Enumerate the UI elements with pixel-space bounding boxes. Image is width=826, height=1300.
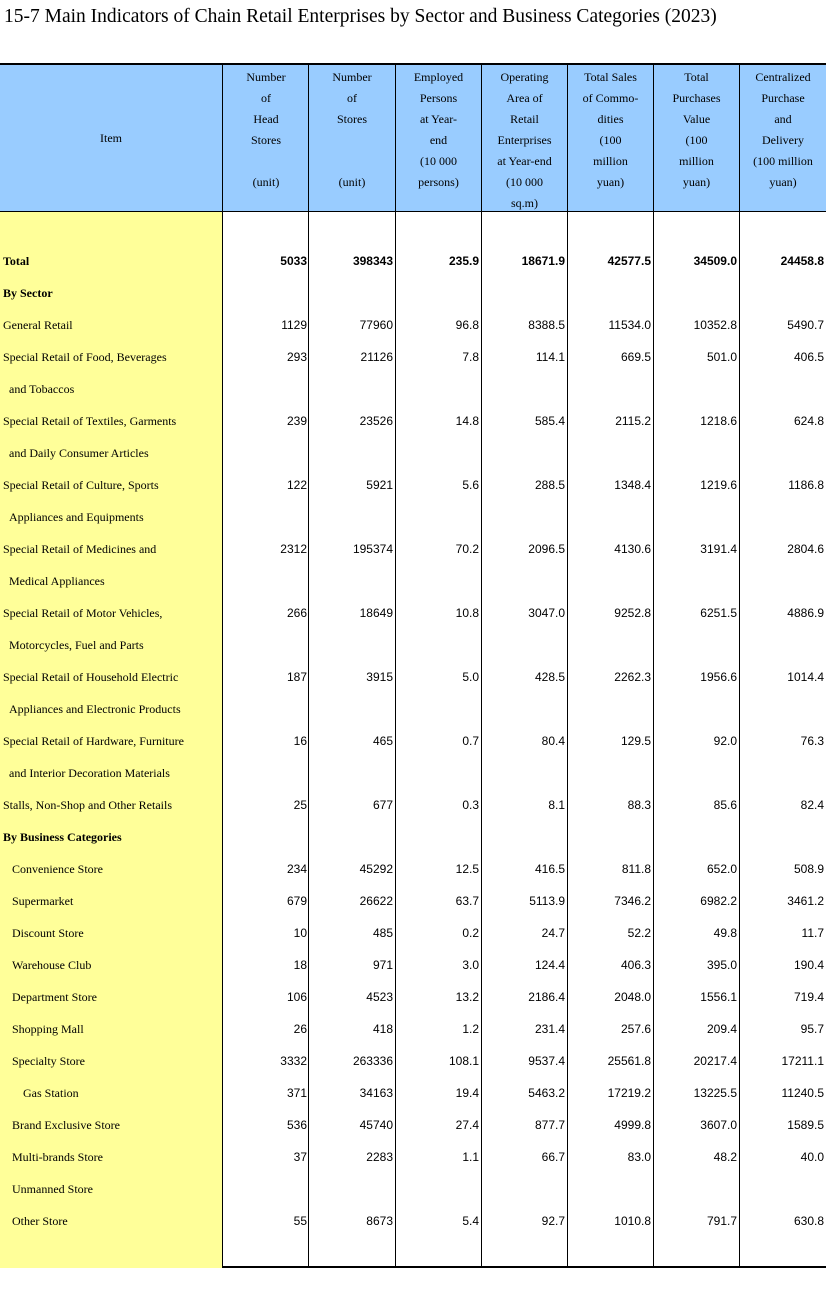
column-header	[223, 65, 309, 212]
cell-value: 257.6	[620, 1022, 651, 1036]
table-row	[0, 405, 826, 437]
cell-value: 4999.8	[614, 1118, 651, 1132]
column-header-line: (unit)	[338, 175, 366, 189]
cell-value: 45740	[359, 1118, 393, 1132]
table-row	[0, 245, 826, 277]
column-header-line: Enterprises	[497, 133, 552, 147]
column-header-line: Operating	[500, 70, 549, 84]
column-header	[482, 65, 567, 212]
cell-value: 18649	[359, 606, 393, 620]
cell-value: 92.7	[541, 1214, 565, 1228]
table-row	[0, 1077, 826, 1109]
item-column-header: Item	[100, 131, 122, 145]
cell-value: 49.8	[713, 926, 737, 940]
table-row	[0, 437, 826, 469]
column-header-line: Stores	[337, 112, 367, 126]
cell-value: 37	[293, 1150, 307, 1164]
row-label: By Sector	[3, 286, 53, 300]
cell-value: 5033	[280, 254, 307, 268]
cell-value: 416.5	[534, 862, 565, 876]
column-header-line: of Commo-	[582, 91, 639, 105]
cell-value: 288.5	[534, 478, 565, 492]
cell-value: 2186.4	[528, 990, 565, 1004]
row-label: Supermarket	[12, 894, 74, 908]
column-header-line: of	[347, 91, 357, 105]
row-label: Appliances and Electronic Products	[9, 702, 181, 716]
cell-value: 3461.2	[787, 894, 824, 908]
table-row	[0, 597, 826, 629]
cell-value: 508.9	[793, 862, 824, 876]
table-row	[0, 821, 826, 853]
row-label: By Business Categories	[3, 830, 122, 844]
cell-value: 17219.2	[607, 1086, 651, 1100]
table-row	[0, 501, 826, 533]
cell-value: 10	[293, 926, 307, 940]
cell-value: 428.5	[534, 670, 565, 684]
cell-value: 11240.5	[781, 1086, 824, 1100]
column-header	[654, 65, 739, 212]
cell-value: 485	[372, 926, 393, 940]
table-row	[0, 565, 826, 597]
table-row	[0, 853, 826, 885]
cell-value: 85.6	[713, 798, 737, 812]
table-row	[0, 885, 826, 917]
cell-value: 5463.2	[528, 1086, 565, 1100]
cell-value: 52.2	[627, 926, 651, 940]
column-header-line: million	[679, 154, 714, 168]
cell-value: 124.4	[534, 958, 565, 972]
cell-value: 234	[286, 862, 307, 876]
column-header-line: (100	[685, 133, 708, 147]
table-row	[0, 277, 826, 309]
cell-value: 1589.5	[787, 1118, 824, 1132]
row-label: Specialty Store	[12, 1054, 85, 1068]
cell-value: 7.8	[462, 350, 479, 364]
cell-value: 1219.6	[700, 478, 737, 492]
cell-value: 83.0	[627, 1150, 651, 1164]
cell-value: 624.8	[793, 414, 824, 428]
table-row	[0, 757, 826, 789]
cell-value: 2096.5	[528, 542, 565, 556]
cell-value: 1.2	[462, 1022, 479, 1036]
column-header-line: Stores	[251, 133, 281, 147]
cell-value: 34509.0	[693, 254, 737, 268]
cell-value: 2283	[366, 1150, 393, 1164]
column-header-line: yuan)	[682, 175, 711, 189]
row-label: Appliances and Equipments	[9, 510, 144, 524]
column-header-line: Purchase	[761, 91, 805, 105]
cell-value: 1.1	[462, 1150, 479, 1164]
cell-value: 77960	[359, 318, 393, 332]
cell-value: 45292	[359, 862, 393, 876]
table-row	[0, 1045, 826, 1077]
table-row	[0, 1205, 826, 1237]
cell-value: 114.1	[535, 350, 565, 364]
cell-value: 5113.9	[529, 894, 565, 908]
cell-value: 1129	[281, 318, 307, 332]
row-label: and Interior Decoration Materials	[9, 766, 170, 780]
cell-value: 1186.8	[788, 478, 824, 492]
cell-value: 293	[286, 350, 307, 364]
data-table	[0, 63, 826, 1268]
row-label: Convenience Store	[12, 862, 103, 876]
row-label: Special Retail of Textiles, Garments	[3, 414, 177, 428]
cell-value: 630.8	[793, 1214, 824, 1228]
cell-value: 76.3	[800, 734, 824, 748]
cell-value: 25561.8	[607, 1054, 651, 1068]
cell-value: 25	[293, 798, 307, 812]
column-header-line: at Year-end	[497, 154, 552, 168]
row-label: Department Store	[12, 990, 97, 1004]
cell-value: 12.5	[455, 862, 479, 876]
cell-value: 95.7	[800, 1022, 824, 1036]
cell-value: 23526	[359, 414, 393, 428]
cell-value: 27.4	[455, 1118, 479, 1132]
cell-value: 5490.7	[787, 318, 824, 332]
cell-value: 82.4	[800, 798, 824, 812]
cell-value: 10352.8	[693, 318, 737, 332]
cell-value: 395.0	[706, 958, 737, 972]
cell-value: 209.4	[706, 1022, 737, 1036]
cell-value: 2312	[280, 542, 307, 556]
cell-value: 80.4	[541, 734, 565, 748]
column-header	[740, 65, 826, 212]
cell-value: 5.6	[462, 478, 479, 492]
cell-value: 3047.0	[528, 606, 565, 620]
row-label: Special Retail of Medicines and	[3, 542, 157, 556]
cell-value: 971	[372, 958, 393, 972]
column-header-line	[309, 151, 395, 172]
cell-value: 811.8	[621, 862, 651, 876]
table-row	[0, 1109, 826, 1141]
cell-value: 26	[293, 1022, 307, 1036]
cell-value: 3.0	[462, 958, 479, 972]
table-row	[0, 693, 826, 725]
table-row	[0, 1141, 826, 1173]
column-header-line: of	[261, 91, 271, 105]
column-header	[396, 65, 481, 212]
cell-value: 63.7	[455, 894, 479, 908]
cell-value: 48.2	[713, 1150, 737, 1164]
cell-value: 19.4	[455, 1086, 479, 1100]
row-label: Stalls, Non-Shop and Other Retails	[3, 798, 172, 812]
column-header-line: Number	[246, 70, 286, 84]
cell-value: 719.4	[793, 990, 824, 1004]
table-row	[0, 1173, 826, 1205]
cell-value: 21126	[360, 350, 393, 364]
row-label: Special Retail of Motor Vehicles,	[3, 606, 163, 620]
cell-value: 11534.0	[608, 318, 651, 332]
column-header-line: Retail	[510, 112, 539, 126]
cell-value: 231.4	[534, 1022, 565, 1036]
cell-value: 106	[286, 990, 307, 1004]
cell-value: 0.7	[462, 734, 479, 748]
column-header-line: (100	[599, 133, 622, 147]
cell-value: 5.4	[462, 1214, 479, 1228]
cell-value: 4886.9	[787, 606, 824, 620]
cell-value: 13.2	[455, 990, 479, 1004]
cell-value: 3332	[280, 1054, 307, 1068]
cell-value: 679	[286, 894, 307, 908]
cell-value: 0.3	[462, 798, 479, 812]
cell-value: 0.2	[462, 926, 479, 940]
cell-value: 24.7	[541, 926, 565, 940]
cell-value: 652.0	[706, 862, 737, 876]
row-label: and Tobaccos	[9, 382, 75, 396]
column-header-line	[223, 151, 309, 172]
cell-value: 585.4	[534, 414, 565, 428]
cell-value: 406.3	[620, 958, 651, 972]
cell-value: 17211.1	[781, 1054, 824, 1068]
table-row	[0, 949, 826, 981]
cell-value: 501.0	[706, 350, 737, 364]
table-header	[0, 65, 826, 212]
table-row	[0, 373, 826, 405]
column-header-line: Employed	[413, 70, 464, 84]
cell-value: 122	[286, 478, 307, 492]
cell-value: 66.7	[541, 1150, 565, 1164]
table-row	[0, 1013, 826, 1045]
cell-value: 24458.8	[780, 254, 824, 268]
cell-value: 20217.4	[693, 1054, 737, 1068]
cell-value: 108.1	[448, 1054, 479, 1068]
row-label: and Daily Consumer Articles	[9, 446, 149, 460]
cell-value: 406.5	[793, 350, 824, 364]
row-label: Special Retail of Hardware, Furniture	[3, 734, 184, 748]
cell-value: 14.8	[455, 414, 479, 428]
cell-value: 235.9	[448, 254, 479, 268]
cell-value: 40.0	[800, 1150, 824, 1164]
column-header-line: sq.m)	[511, 196, 538, 210]
cell-value: 3191.4	[700, 542, 737, 556]
column-header-line: Value	[682, 112, 711, 126]
cell-value: 11.7	[801, 926, 824, 940]
cell-value: 10.8	[455, 606, 479, 620]
column-header-line: (unit)	[252, 175, 280, 189]
table-row	[0, 725, 826, 757]
cell-value: 18671.9	[521, 254, 565, 268]
cell-value: 129.5	[620, 734, 651, 748]
column-header-line: yuan)	[596, 175, 625, 189]
column-header-line: Persons	[419, 91, 458, 105]
cell-value: 4523	[366, 990, 393, 1004]
cell-value: 195374	[352, 542, 393, 556]
row-label: Special Retail of Household Electric	[3, 670, 179, 684]
cell-value: 6251.5	[700, 606, 737, 620]
cell-value: 7346.2	[614, 894, 651, 908]
cell-value: 96.8	[455, 318, 479, 332]
row-label: Unmanned Store	[12, 1182, 93, 1196]
cell-value: 42577.5	[607, 254, 651, 268]
cell-value: 88.3	[627, 798, 651, 812]
cell-value: 536	[286, 1118, 307, 1132]
cell-value: 1348.4	[614, 478, 651, 492]
table-row	[0, 789, 826, 821]
cell-value: 3915	[366, 670, 393, 684]
cell-value: 239	[286, 414, 307, 428]
column-header-line: dities	[597, 112, 624, 126]
row-label: Gas Station	[23, 1086, 79, 1100]
row-label: General Retail	[3, 318, 73, 332]
column-header-line: Head	[253, 112, 279, 126]
cell-value: 877.7	[534, 1118, 565, 1132]
table-row	[0, 533, 826, 565]
cell-value: 398343	[352, 254, 393, 268]
column-header-line: Purchases	[672, 91, 721, 105]
cell-value: 1556.1	[700, 990, 737, 1004]
cell-value: 8.1	[548, 798, 565, 812]
cell-value: 18	[293, 958, 307, 972]
row-label: Brand Exclusive Store	[12, 1118, 120, 1132]
cell-value: 669.5	[620, 350, 651, 364]
cell-value: 9537.4	[528, 1054, 565, 1068]
cell-value: 6982.2	[700, 894, 737, 908]
cell-value: 92.0	[713, 734, 737, 748]
row-label: Multi-brands Store	[12, 1150, 103, 1164]
cell-value: 677	[372, 798, 393, 812]
row-label: Special Retail of Food, Beverages	[3, 350, 167, 364]
page-title: 15-7 Main Indicators of Chain Retail Enterprises by Sector and Business Categories (2023)	[4, 6, 717, 27]
column-header-line: Total Sales	[584, 70, 637, 84]
cell-value: 418	[372, 1022, 393, 1036]
column-header-line: million	[593, 154, 628, 168]
cell-value: 371	[286, 1086, 307, 1100]
cell-value: 8388.5	[528, 318, 565, 332]
row-label: Other Store	[12, 1214, 68, 1228]
cell-value: 4130.6	[614, 542, 651, 556]
cell-value: 465	[372, 734, 393, 748]
cell-value: 9252.8	[614, 606, 651, 620]
table-row	[0, 981, 826, 1013]
cell-value: 5921	[366, 478, 393, 492]
cell-value: 8673	[366, 1214, 393, 1228]
row-label: Special Retail of Culture, Sports	[3, 478, 159, 492]
column-header-line: Centralized	[755, 70, 811, 84]
cell-value: 13225.5	[693, 1086, 737, 1100]
cell-value: 55	[293, 1214, 307, 1228]
column-header-line: yuan)	[769, 175, 797, 189]
cell-value: 1956.6	[700, 670, 737, 684]
column-header-line: (10 000	[506, 175, 543, 189]
column-header-line: Delivery	[762, 133, 804, 147]
row-label: Medical Appliances	[9, 574, 105, 588]
table-row	[0, 629, 826, 661]
column-header-line: at Year-	[419, 112, 458, 126]
cell-value: 2048.0	[614, 990, 651, 1004]
column-header-line: Area of	[506, 91, 543, 105]
column-header-line: (10 000	[420, 154, 457, 168]
cell-value: 2115.2	[615, 414, 651, 428]
column-header	[309, 65, 395, 212]
cell-value: 5.0	[462, 670, 479, 684]
column-header-line: (100 million	[753, 154, 813, 168]
cell-value: 3607.0	[700, 1118, 737, 1132]
row-label: Discount Store	[12, 926, 84, 940]
cell-value: 266	[286, 606, 307, 620]
table-row	[0, 309, 826, 341]
column-header-line: persons)	[418, 175, 459, 189]
table-row	[0, 341, 826, 373]
cell-value: 16	[293, 734, 307, 748]
cell-value: 2262.3	[614, 670, 651, 684]
table-row	[0, 917, 826, 949]
cell-value: 187	[286, 670, 307, 684]
cell-value: 2804.6	[787, 542, 824, 556]
cell-value: 26622	[359, 894, 393, 908]
row-label: Total	[3, 254, 30, 268]
column-header-line: Number	[332, 70, 372, 84]
cell-value: 1014.4	[787, 670, 824, 684]
cell-value: 1010.8	[614, 1214, 651, 1228]
row-label: Shopping Mall	[12, 1022, 84, 1036]
column-header	[568, 65, 653, 212]
table-row	[0, 469, 826, 501]
cell-value: 1218.6	[700, 414, 737, 428]
column-header-line	[309, 130, 395, 151]
cell-value: 190.4	[793, 958, 824, 972]
column-header-line: end	[429, 133, 448, 147]
column-header-line: Total	[684, 70, 709, 84]
row-label: Motorcycles, Fuel and Parts	[9, 638, 144, 652]
column-header-line: and	[774, 112, 792, 126]
row-label: Warehouse Club	[12, 958, 92, 972]
table-row	[0, 661, 826, 693]
cell-value: 34163	[359, 1086, 393, 1100]
cell-value: 70.2	[455, 542, 479, 556]
cell-value: 263336	[352, 1054, 393, 1068]
cell-value: 791.7	[706, 1214, 737, 1228]
